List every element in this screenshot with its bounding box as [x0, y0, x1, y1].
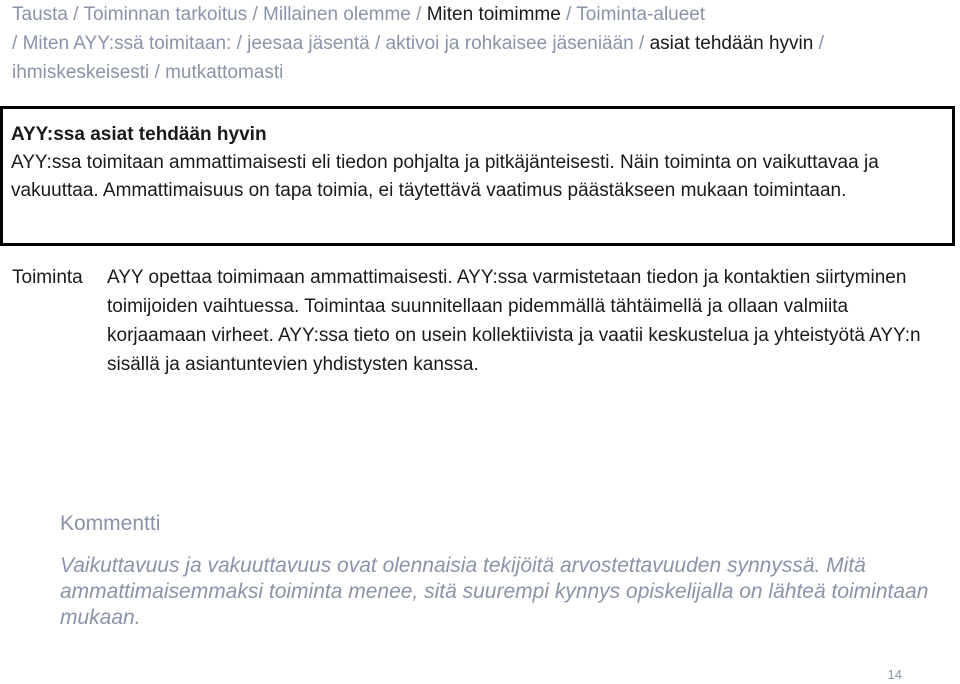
highlight-box	[0, 106, 955, 246]
breadcrumb-item[interactable]: Tausta	[12, 4, 68, 25]
comment-block	[60, 511, 940, 631]
breadcrumb-item-current[interactable]: Miten toimimme	[426, 4, 561, 25]
breadcrumb-item[interactable]: Toiminnan tarkoitus	[83, 4, 248, 25]
section-label: Toiminta	[12, 267, 83, 288]
section-text: AYY opettaa toimimaan ammattimaisesti. AYY:ssa varmistetaan tiedon ja kontaktien siirtyminen toimijoiden vaihtuessa. Toimintaa suunnitellaan pidemmällä tähtäimellä ja ollaan valmiita korjaamaan virheet. AYY:ssa tieto on usein kollektiivista ja vaatii keskustelua ja yhteistyötä AYY:n sisällä ja asiantuntevien yhdistysten kanssa.	[107, 267, 921, 375]
box-title: AYY:ssa asiat tehdään hyvin	[11, 124, 267, 145]
breadcrumb-item[interactable]: aktivoi ja rohkaisee jäseniään	[385, 33, 634, 54]
breadcrumb-item[interactable]: jeesaa jäsentä	[247, 33, 370, 54]
breadcrumb-item-current-sub[interactable]: asiat tehdään hyvin	[649, 33, 814, 54]
box-text: AYY:ssa toimitaan ammattimaisesti eli tiedon pohjalta ja pitkäjänteisesti. Näin toiminta on vaikuttavaa ja vakuuttaa. Ammattimaisuus on tapa toimia, ei täytettävä vaatimus päästäkseen mukaan toimintaan.	[11, 152, 879, 201]
comment-title: Kommentti	[60, 512, 161, 535]
breadcrumb-item[interactable]: Millainen olemme	[263, 4, 411, 25]
activity-section	[12, 263, 952, 379]
comment-text: Vaikuttavuus ja vakuuttavuus ovat olennaisia tekijöitä arvostettavuuden synnyssä. Mitä ammattimaisemmaksi toiminta menee, sitä suurempi kynnys opiskelijalla on lähteä toimintaan mukaan.	[60, 554, 929, 629]
breadcrumb-item[interactable]: Miten AYY:ssä toimitaan:	[22, 33, 232, 54]
breadcrumb-item[interactable]: Toiminta-alueet	[576, 4, 706, 25]
breadcrumb: Tausta / Toiminnan tarkoitus / Millainen olemme / Miten toimimme / Toiminta-alueet / Miten AYY:ssä toimitaan: / jeesaa jäsentä / aktivoi ja rohkaisee jäseniään / asiat tehdään hyvin / ihmiskeskeisesti / mutkattomasti	[12, 4, 824, 83]
page-number: 14	[887, 667, 902, 682]
breadcrumb-item[interactable]: mutkattomasti	[165, 62, 284, 83]
breadcrumb-item[interactable]: ihmiskeskeisesti	[12, 62, 150, 83]
